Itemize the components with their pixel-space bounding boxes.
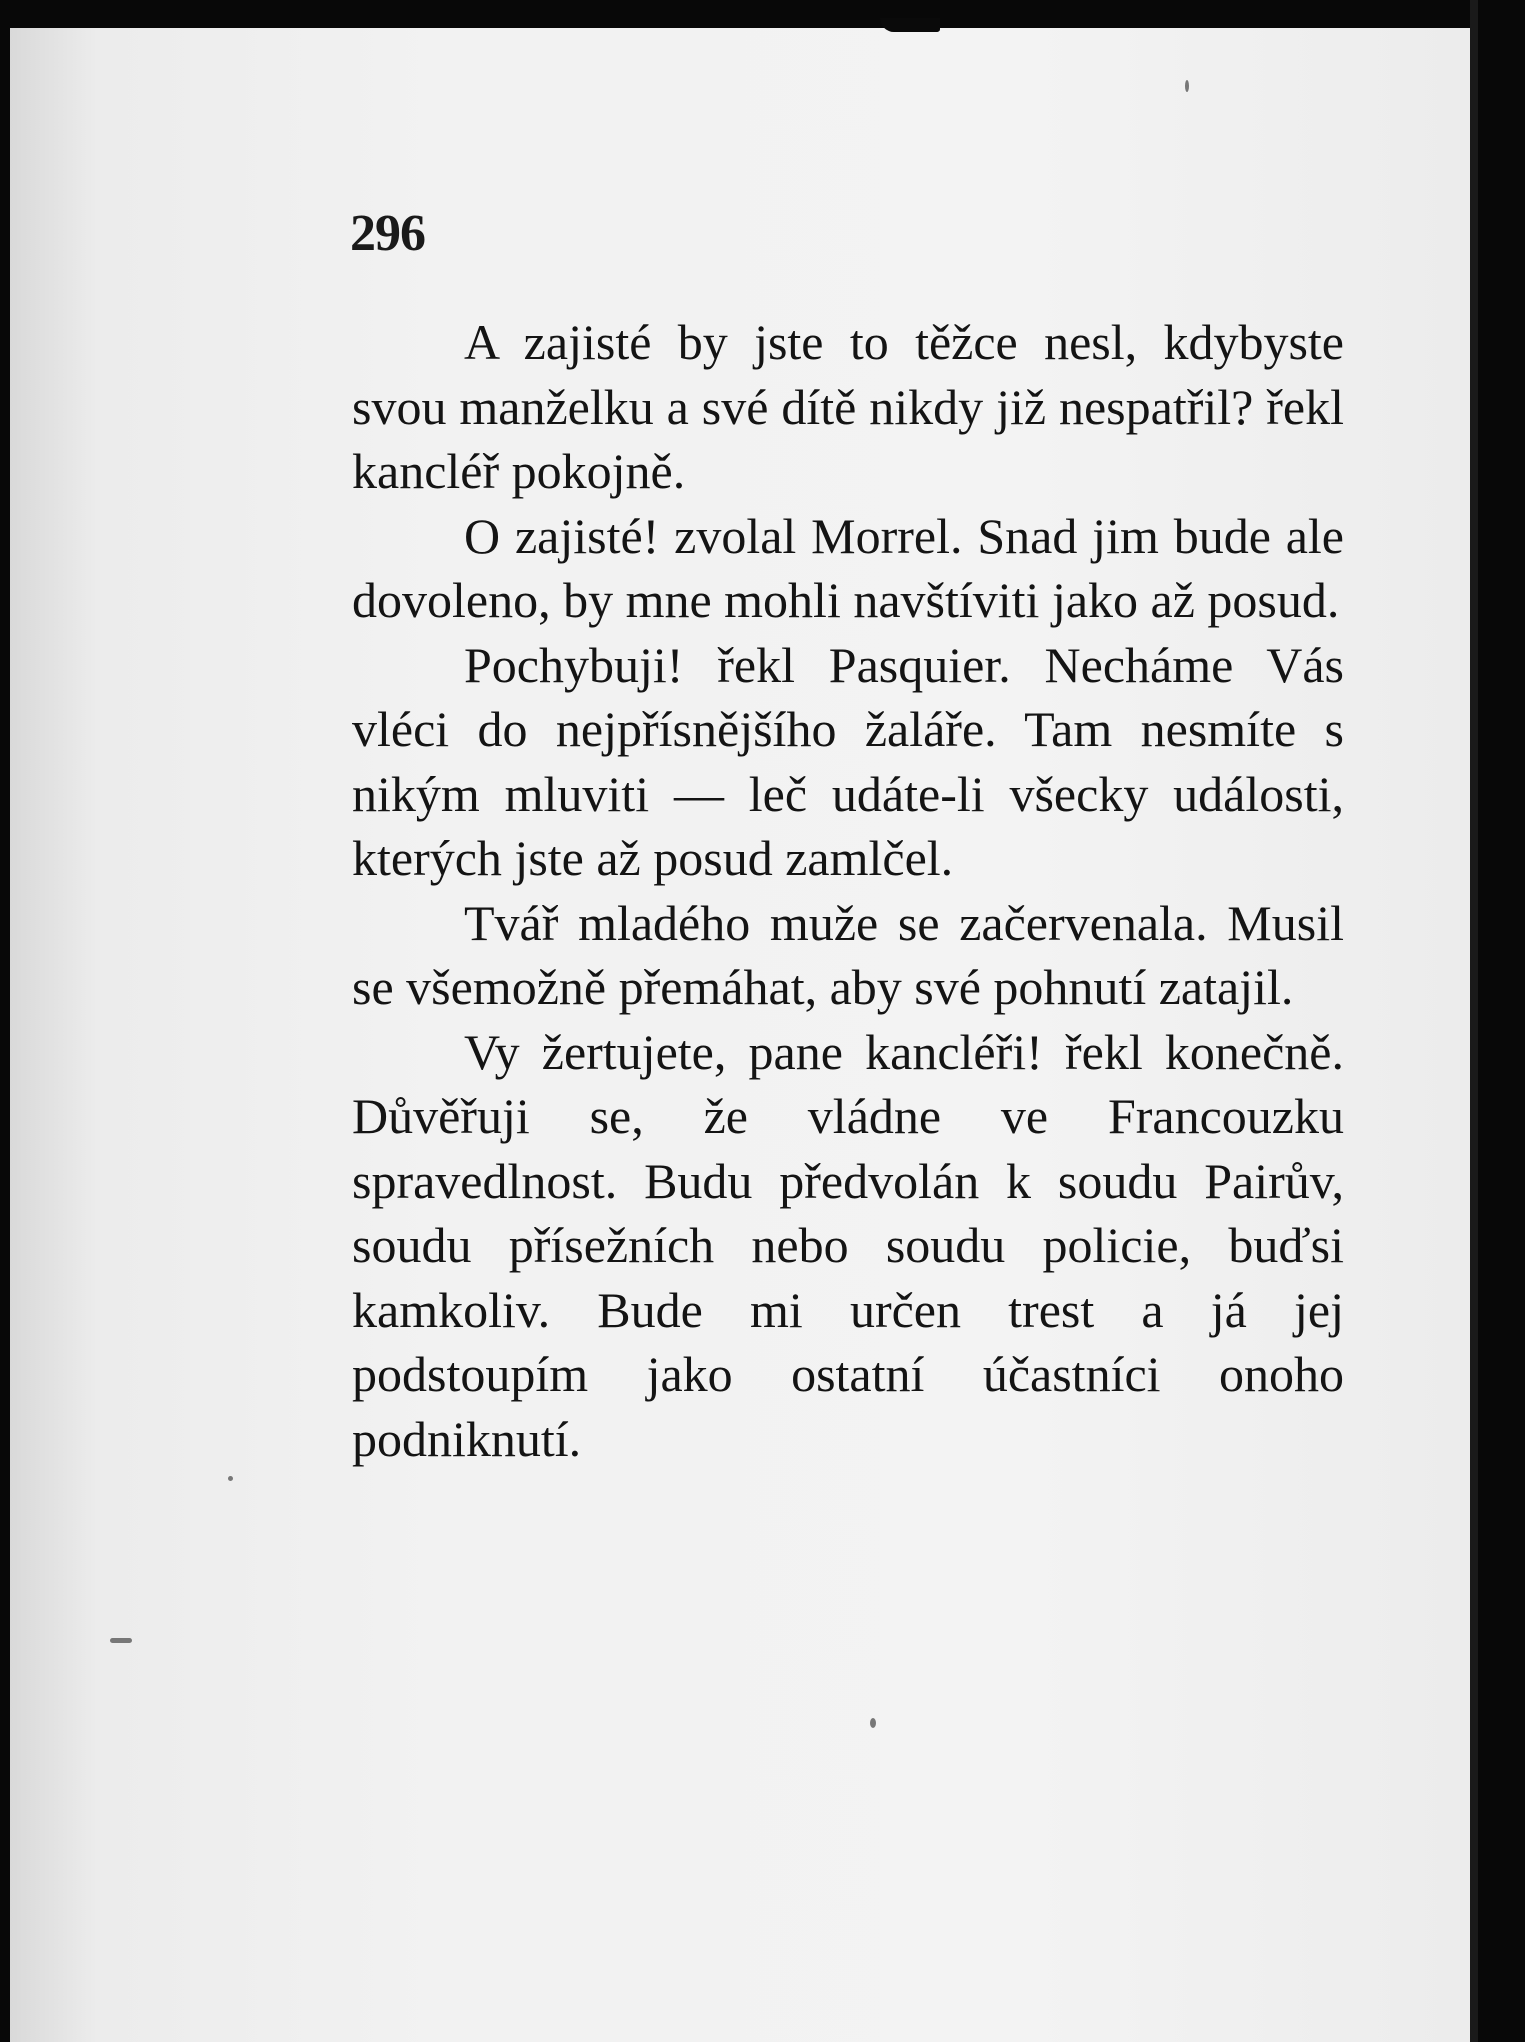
page-edge	[1470, 0, 1478, 2042]
book-page	[10, 28, 1470, 2042]
body-text	[352, 310, 1344, 1471]
paper-speck	[110, 1638, 132, 1643]
paragraph: A zajisté by jste to těžce nesl, kdybyste svou manželku a své dítě nikdy již nespatřil? řekl kancléř pokojně.	[352, 314, 1344, 499]
page-number: 296	[350, 205, 425, 262]
paragraph: Tvář mladého muže se začervenala. Musil se všemožně přemáhat, aby své pohnutí zatajil.	[352, 894, 1344, 1015]
paragraph: Pochybuji! řekl Pasquier. Necháme Vás vléci do nejpřísnějšího žaláře. Tam nesmíte s nikým mluviti — leč udáte-li všecky události, kterých jste až posud zamlčel.	[352, 636, 1344, 886]
paragraph: Vy žertujete, pane kancléři! řekl konečně. Důvěřuji se, že vládne ve Francouzku spravedlnost. Budu předvolán k soudu Pairův, soudu přísežních nebo soudu policie, buďsi kamkoliv. Bude mi určen trest a já jej podstoupím jako ostatní účastníci onoho podniknutí.	[352, 1023, 1344, 1467]
paragraph: O zajisté! zvolal Morrel. Snad jim bude ale dovoleno, by mne mohli navštíviti jako až posud.	[352, 507, 1344, 628]
paper-speck	[228, 1476, 233, 1481]
paper-speck	[870, 1718, 876, 1728]
paper-speck	[1185, 80, 1189, 92]
page-corner-shadow	[880, 18, 940, 32]
